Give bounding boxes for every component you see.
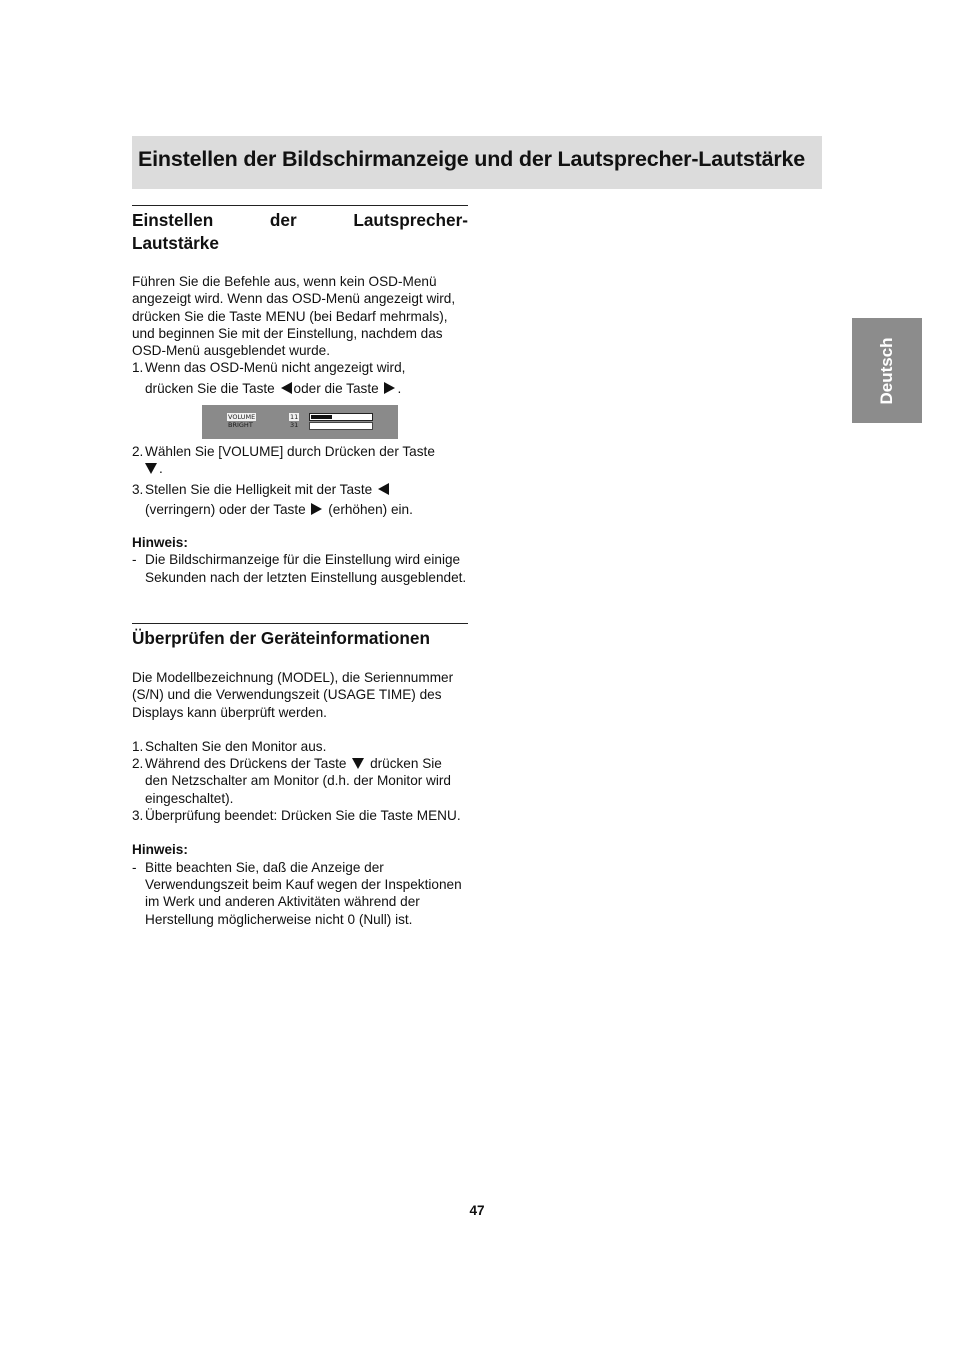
note-item <box>132 551 468 586</box>
step-text: . <box>159 461 163 477</box>
osd-value-bright: 31 <box>290 421 299 429</box>
right-arrow-icon <box>384 382 395 394</box>
language-tab-label: Deutsch <box>877 336 896 405</box>
down-arrow-icon <box>352 758 364 769</box>
osd-bright-bar <box>309 422 373 430</box>
heading-line2: Lautstärke <box>132 233 219 253</box>
step-text: drücken Sie den Netzschalter am Monitor (d.h. der Monitor wird eingeschaltet). <box>145 756 451 806</box>
language-tab <box>852 318 922 423</box>
section1-intro: Führen Sie die Befehle aus, wenn kein OSD-Menü angezeigt wird. Wenn das OSD-Menü angezeigt wird, drücken Sie die Taste MENU (bei Bedarf mehrmals), und beginnen Sie mit der Einstellung, nachdem das OSD-Menü ausgeblendet wurde. <box>132 274 456 359</box>
step-text: Wenn das OSD-Menü nicht angezeigt wird, <box>145 360 406 376</box>
osd-value-volume: 11 <box>290 413 299 421</box>
section2-step2 <box>132 755 468 807</box>
page-number: 47 <box>469 1203 485 1218</box>
section1-step1 <box>132 359 468 397</box>
left-arrow-icon <box>281 382 292 394</box>
step-number: 1. <box>132 738 144 754</box>
section2-body <box>132 669 468 928</box>
page-title: Einstellen der Bildschirmanzeige und der Lautsprecher-Lautstärke <box>138 147 806 171</box>
step-text: . <box>397 380 402 396</box>
step-number: 3. <box>132 481 144 497</box>
left-arrow-icon <box>378 483 389 495</box>
note-dash: - <box>132 552 137 568</box>
osd-volume-fill <box>311 415 332 419</box>
section1-steps <box>132 443 468 586</box>
osd-label-bright: BRIGHT <box>228 421 253 429</box>
step-text: (verringern) oder der Taste <box>145 501 306 517</box>
step-number: 3. <box>132 808 144 824</box>
section1-body <box>132 273 468 397</box>
osd-volume-bar <box>309 413 373 421</box>
step-text: (erhöhen) ein. <box>328 501 413 517</box>
heading-word: der <box>269 210 297 230</box>
note-item <box>132 859 468 928</box>
note-dash: - <box>132 859 137 875</box>
section2-intro: Die Modellbezeichnung (MODEL), die Seriennummer (S/N) und die Verwendungszeit (USAGE TIME) des Displays kann überprüft werden. <box>132 670 454 720</box>
right-arrow-icon <box>311 503 322 515</box>
step-text: Überprüfung beendet: Drücken Sie die Taste MENU. <box>145 808 461 824</box>
step-number: 2. <box>132 444 144 459</box>
section-divider <box>132 205 468 206</box>
title-bar <box>132 136 822 189</box>
note-text: Die Bildschirmanzeige für die Einstellung wird einige Sekunden nach der letzten Einstellung ausgeblendet. <box>145 552 467 585</box>
step-text: Stellen Sie die Helligkeit mit der Taste <box>145 481 373 497</box>
section-divider <box>132 623 468 624</box>
osd-label-volume: VOLUME <box>228 413 256 421</box>
heading-word: Einstellen <box>132 210 214 230</box>
osd-bright-fill <box>311 424 369 428</box>
step-text: Schalten Sie den Monitor aus. <box>145 738 327 754</box>
heading-word: Lautsprecher- <box>353 210 468 230</box>
section2-step1 <box>132 738 468 755</box>
step-text: oder die Taste <box>293 380 379 396</box>
down-arrow-icon <box>145 463 157 474</box>
step-text: drücken Sie die Taste <box>145 380 275 396</box>
section1-heading <box>132 209 468 255</box>
note-label: Hinweis: <box>132 535 188 551</box>
section1-step3 <box>132 481 468 519</box>
section2-step3 <box>132 807 468 824</box>
osd-adjustment-screen <box>202 405 398 439</box>
section2-heading: Überprüfen der Geräteinformationen <box>132 628 430 648</box>
step-number: 1. <box>132 360 144 376</box>
note-label: Hinweis: <box>132 842 188 858</box>
section1-step2 <box>132 443 468 478</box>
note-text: Bitte beachten Sie, daß die Anzeige der Verwendungszeit beim Kauf wegen der Inspektionen im Werk und anderen Aktivitäten während der Herstellung möglicherweise nicht 0 (Null) ist. <box>145 859 462 927</box>
step-number: 2. <box>132 756 144 772</box>
step-text: Wählen Sie [VOLUME] durch Drücken der Taste <box>145 444 435 459</box>
step-text: Während des Drückens der Taste <box>145 756 347 772</box>
